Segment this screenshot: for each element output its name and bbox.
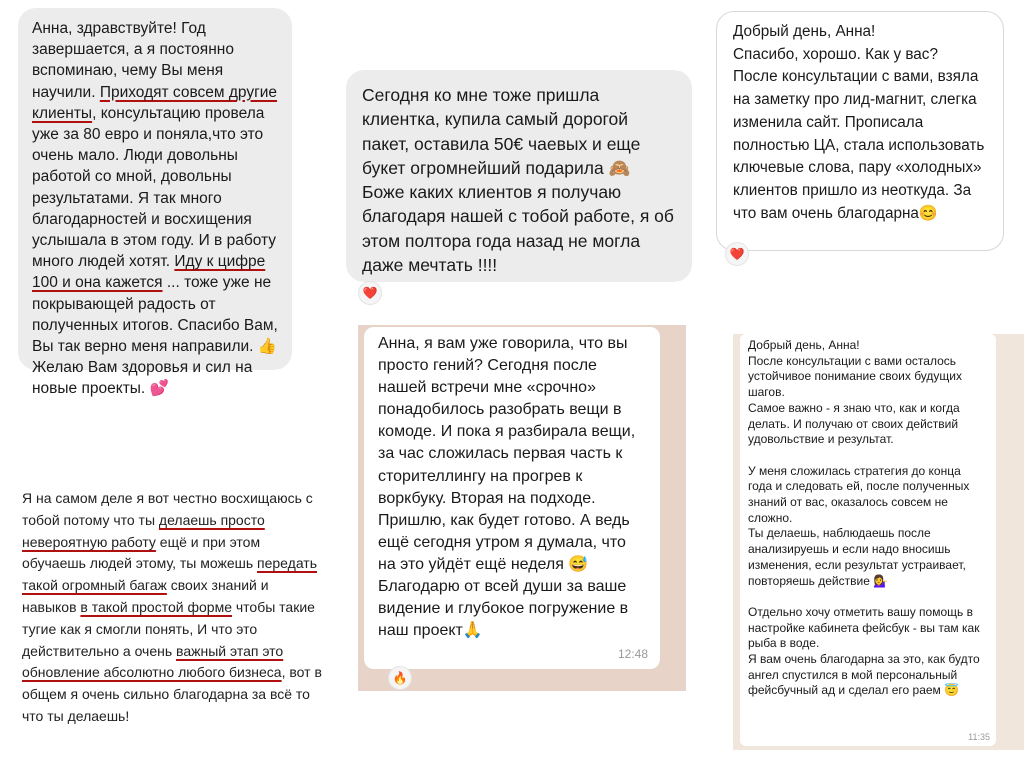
review-text-1: Анна, здравствуйте! Год завершается, а я постоянно вспоминаю, чему Вы меня научили. Приходят совсем другие клиенты, консультацию провела уже за 80 евро и поняла,что это очень мало. Люди довольны работой со мной, довольны результатами. Я так много благодарностей и восхищения услышала в этом году. И в работу много людей хотят. Иду к цифре 100 и она кажется ... тоже уже не покрывающей радость от полученных итогов. Спасибо Вам, Вы так верно меня направили. 👍 Желаю Вам здоровья и сил на новые проекты. 💕 bbox=[32, 20, 278, 398]
review-text-block-6 bbox=[22, 488, 324, 750]
review-bubble-4 bbox=[364, 327, 660, 669]
review-text-3: Добрый день, Анна! Спасибо, хорошо. Как у вас? После консультации с вами, взяла на заметку про лид-магнит, слегка изменила сайт. Прописала полностью ЦА, стала использовать ключевые слова, пару «холодных» клиентов пришло из неоткуда. За что вам очень благодарна😊 bbox=[733, 23, 985, 222]
review-text-5: Добрый день, Анна! После консультации с вами осталось устойчивое понимание своих будущих шагов. Самое важно - я знаю что, как и когда делать. И получаю от своих действий удовольствие и результат. У меня сложилась стратегия до конца года и следовать ей, после полученных знаний от вас, оказалось совсем не сложно. Ты делаешь, наблюдаешь после анализируешь и если надо вносишь изменения, если результат устраивает, повторяешь действие 💁‍♀️ Отдельно хочу отметить вашу помощь в настройке кабинета фейсбук - вы там как рыба в воде. Я вам очень благодарна за это, как будто ангел спустился в мой персональный фейсбучный ад и сделал его раем 😇 bbox=[748, 338, 980, 698]
review-text-2: Сегодня ко мне тоже пришла клиентка, купила самый дорогой пакет, оставила 50€ чаевых и еще букет огромнейший подарила 🙈 Боже каких клиентов я получаю благодаря нашей с тобой работе, я об этом полтора года назад не могла даже мечтать !!!! bbox=[362, 85, 674, 276]
review-bubble-1 bbox=[18, 8, 292, 398]
review-bubble-5 bbox=[740, 334, 996, 746]
underlined-phrase: Приходят совсем другие клиенты bbox=[32, 83, 278, 122]
review-text-6: Я на самом деле я вот честно восхищаюсь с тобой потому что ты делаешь просто невероятную работу ещё и при этом обучаешь людей этому, ты можешь передать такой огромный багаж своих знаний и навыков в такой простой форме чтобы такие тугие как я смогли понять, И что это действительно а очень важный этап это обновление абсолютно любого бизнеса, вот в общем я очень сильно благодарна за всё то что ты делаешь! bbox=[22, 490, 322, 724]
heart-reaction-icon: ❤️ bbox=[725, 242, 749, 266]
underlined-phrase: передать такой огромный багаж bbox=[22, 555, 318, 594]
message-timestamp: 11:35 bbox=[968, 732, 990, 742]
fire-reaction-icon: 🔥 bbox=[388, 666, 412, 690]
underlined-phrase: делаешь просто невероятную работу bbox=[22, 511, 265, 550]
underlined-phrase: важный этап это обновление абсолютно любого бизнеса bbox=[22, 642, 284, 681]
underlined-phrase: Иду к цифре 100 и она кажется bbox=[32, 253, 266, 292]
review-bubble-2 bbox=[346, 70, 692, 282]
review-bubble-3 bbox=[716, 11, 1004, 251]
message-timestamp: 12:48 bbox=[617, 647, 648, 661]
review-text-4: Анна, я вам уже говорила, что вы просто гений? Сегодня после нашей встречи мне «срочно» понадобилось разобрать вещи в комоде. И пока я разбирала вещи, за час сложилась первая часть к сторителлингу на прогрев к воркбуку. Вторая на подходе. Пришлю, как будет готово. А ведь ещё сегодня утром я думала, что на это уйдёт ещё неделя 😅 Благодарю от всей души за ваше видение и глубокое погружение в наш проект🙏 bbox=[378, 335, 636, 640]
heart-reaction-icon: ❤️ bbox=[358, 281, 382, 305]
underlined-phrase: в такой простой форме bbox=[80, 598, 232, 615]
